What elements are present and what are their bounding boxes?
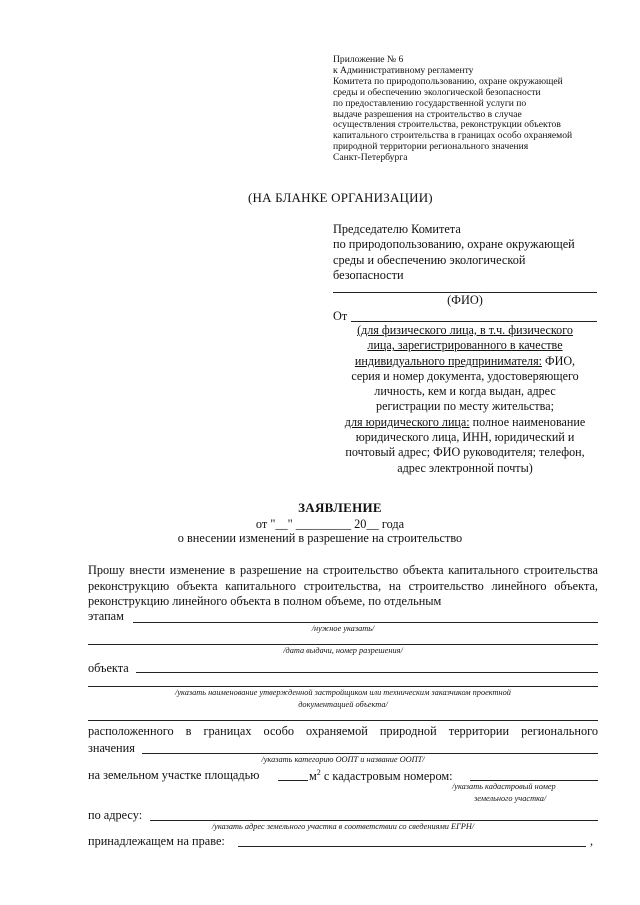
instruction-line: серия и номер документа, удостоверяющего bbox=[351, 368, 579, 383]
hint-cadastral-1: /указать кадастровый номер bbox=[452, 782, 556, 791]
appendix-line: к Административному регламенту bbox=[333, 64, 474, 76]
area-label-b: м bbox=[309, 769, 317, 784]
instruction-underlined: для юридического лица: bbox=[344, 414, 470, 429]
right-end: , bbox=[590, 834, 594, 848]
letterhead-label: (НА БЛАНКЕ ОРГАНИЗАЦИИ) bbox=[248, 190, 433, 205]
statement-subject: о внесении изменений в разрешение на строительство bbox=[177, 531, 463, 545]
located-text: расположенного в границах особо охраняемой природной территории регионального bbox=[88, 724, 598, 738]
area-input-line[interactable] bbox=[278, 780, 308, 781]
instruction-line: почтовый адрес; ФИО руководителя; телефон, bbox=[345, 445, 585, 460]
addressee-line: безопасности bbox=[333, 267, 404, 282]
hint-address: /указать адрес земельного участка в соответствии со сведениями ЕГРН/ bbox=[211, 822, 475, 831]
appendix-line: Комитета по природопользованию, охране окружающей bbox=[333, 75, 563, 87]
hint-oopt: /указать категорию ООПТ и название ООПТ/ bbox=[261, 755, 425, 764]
addressee-line: среды и обеспечению экологической bbox=[333, 252, 526, 267]
appendix-line: Санкт-Петербурга bbox=[333, 152, 408, 164]
appendix-line: Приложение № 6 bbox=[333, 54, 404, 65]
appendix-line: капитального строительства в границах особо охраняемой bbox=[333, 130, 573, 142]
addressee-line: по природопользованию, охране окружающей bbox=[333, 237, 575, 252]
addressee-line: Председателю Комитета bbox=[333, 222, 461, 236]
hint-object-1: /указать наименование утвержденной застройщиком или техническим заказчиком проектной bbox=[175, 688, 511, 697]
from-line[interactable] bbox=[351, 321, 597, 322]
object-line-2[interactable] bbox=[88, 686, 598, 687]
address-label: по адресу: bbox=[88, 808, 143, 822]
instruction-underlined: индивидуального предпринимателя: bbox=[354, 353, 543, 368]
hint-permit: /дата выдачи, номер разрешения/ bbox=[283, 646, 403, 655]
appendix-block bbox=[333, 55, 572, 164]
oopt-line[interactable] bbox=[142, 753, 598, 754]
instruction-line: адрес электронной почты) bbox=[397, 460, 533, 475]
appendix-line: природной территории регионального значения bbox=[333, 141, 529, 153]
appendix-line: по предоставлению государственной услуги по bbox=[333, 97, 527, 109]
instruction-line bbox=[333, 354, 597, 369]
from-label: От bbox=[333, 309, 348, 323]
addressee-block bbox=[333, 222, 575, 283]
instruction-line: юридического лица, ИНН, юридический и bbox=[355, 430, 575, 445]
area-label bbox=[88, 768, 259, 783]
appendix-line: осуществления строительства, реконструкции объектов bbox=[333, 119, 561, 131]
permit-line[interactable] bbox=[88, 644, 598, 645]
address-line[interactable] bbox=[150, 820, 598, 821]
stages-label: этапам bbox=[88, 609, 124, 623]
hint-specify: /нужное указать/ bbox=[311, 624, 375, 633]
cadastral-line[interactable] bbox=[470, 780, 598, 781]
instruction-line: регистрации по месту жительства; bbox=[376, 399, 554, 414]
hint-object-2: документацией объекта/ bbox=[298, 700, 388, 709]
stages-line[interactable] bbox=[133, 622, 598, 623]
area-label-a: на земельном участке площадью bbox=[88, 768, 260, 782]
applicant-instructions bbox=[333, 323, 597, 476]
request-paragraph: Прошу внести изменение в разрешение на строительство объекта капитального строительства реконструкцию объекта капитального строительства, на строительство линейного объекта, реконструкцию линейного объекта в полном объеме, по отдельным bbox=[88, 563, 598, 609]
value-label: значения bbox=[88, 741, 135, 755]
instruction-line bbox=[333, 415, 597, 430]
instruction-line: (для физического лица, в т.ч. физического bbox=[357, 323, 573, 337]
instruction-text: полное наименование bbox=[469, 414, 586, 429]
area-sup: 2 bbox=[316, 768, 321, 777]
instruction-line: личность, кем и когда выдан, адрес bbox=[374, 384, 556, 399]
object-line-3[interactable] bbox=[88, 720, 598, 721]
object-label: объекта bbox=[88, 661, 129, 675]
right-line[interactable] bbox=[238, 846, 586, 847]
appendix-line: выдаче разрешения на строительство в случае bbox=[333, 108, 522, 120]
statement-title: ЗАЯВЛЕНИЕ bbox=[298, 500, 382, 515]
area-unit bbox=[309, 768, 453, 784]
instruction-text: ФИО, bbox=[542, 353, 576, 368]
statement-date-line[interactable]: от "__" _________ 20__ года bbox=[255, 517, 405, 531]
appendix-line: среды и обеспечению экологической безопасности bbox=[333, 86, 541, 98]
right-label: принадлежащем на праве: bbox=[88, 834, 225, 848]
object-line[interactable] bbox=[136, 672, 598, 673]
hint-cadastral-2: земельного участка/ bbox=[474, 794, 547, 803]
area-label-c: с кадастровым номером: bbox=[320, 769, 453, 784]
fio-label: (ФИО) bbox=[447, 293, 483, 307]
instruction-line: лица, зарегистрированного в качестве bbox=[367, 338, 563, 353]
